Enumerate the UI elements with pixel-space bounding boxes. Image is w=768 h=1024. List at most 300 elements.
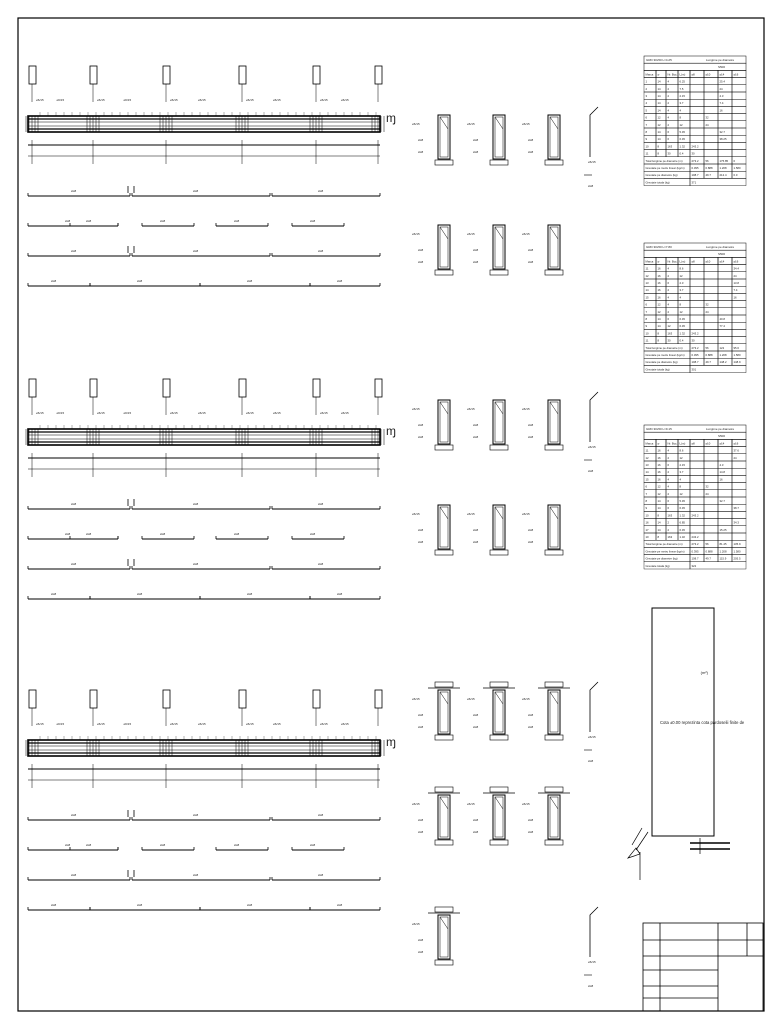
cell-text: 14 — [657, 520, 661, 525]
cell-text: 8 — [645, 317, 648, 321]
cell-text: 16 — [657, 448, 661, 453]
footer-value: 0.395 — [691, 353, 699, 357]
cell-text: 24 — [705, 309, 709, 314]
bar-tag: 2⌀8 — [473, 138, 479, 142]
bar-tag: 2⌀8 — [473, 830, 479, 834]
table-col-sub: S500 — [718, 65, 726, 70]
cell-text: 6 — [645, 115, 648, 120]
bar-tag: 2⌀8 — [51, 279, 57, 283]
cell-text: 5.45 — [679, 130, 685, 134]
header-text: ⌀16 — [733, 259, 739, 264]
header-text: Marca — [645, 259, 654, 264]
footer-value: 56 — [705, 542, 709, 547]
cell-text: 4 — [667, 448, 670, 453]
cell-text: 2 — [667, 94, 670, 98]
cell-text: 9 — [645, 324, 648, 329]
cell-text: 8 — [657, 144, 660, 149]
cell-text: 1.32 — [679, 331, 685, 336]
cell-text: 3.7 — [679, 288, 684, 293]
cell-text: 30 — [667, 338, 671, 343]
cell-text: 5 — [645, 108, 648, 113]
cell-text: 32.7 — [719, 499, 725, 503]
bar-tag: 2⌀8 — [318, 562, 324, 566]
bar-tag: 2⌀8 — [160, 219, 166, 223]
bar-tag: 2⌀8 — [528, 818, 534, 822]
cell-text: 38.25 — [719, 137, 727, 142]
footer-value: 273.2 — [691, 542, 699, 547]
footer-value: 115.9 — [719, 556, 727, 561]
cell-text: 3 — [645, 94, 648, 98]
cell-text: 2.15 — [679, 463, 685, 467]
cell-text: 40.8 — [719, 317, 725, 321]
footer-value: 273.2 — [691, 158, 699, 163]
cell-text: 4 — [645, 101, 648, 106]
stirrup-label: ⌀6/15 — [412, 922, 420, 926]
cell-text: 16 — [657, 477, 661, 482]
cell-text: 2 — [667, 491, 670, 496]
cell-text: 8 — [645, 499, 648, 503]
stirrup-label: ⌀6/15 — [412, 122, 420, 126]
bar-tag: 2⌀8 — [473, 528, 479, 532]
bar-tag: 2⌀8 — [473, 713, 479, 717]
bar-tag: 2⌀8 — [247, 903, 253, 907]
cell-text: 3.7 — [679, 470, 684, 475]
stirrup-label: ⌀6/15 — [522, 232, 530, 236]
bar-tag: 2⌀8 — [193, 813, 199, 817]
cell-text: 10 — [645, 331, 649, 336]
cell-text: 14 — [657, 317, 661, 321]
bar-tag: 2⌀8 — [528, 540, 534, 544]
cell-text: 2 — [667, 273, 670, 278]
table-title: GRD 30x50 L=9.15 — [646, 427, 672, 431]
bar-tag: 2⌀8 — [160, 843, 166, 847]
stirrup-label: ⌀6/15 — [588, 960, 596, 964]
stirrup-label: ⌀6/15 — [522, 512, 530, 516]
bar-tag: 2⌀8 — [160, 532, 166, 536]
header-text: Marca — [645, 72, 654, 77]
stirrup-label: ⌀6/15 — [412, 232, 420, 236]
cell-text: 4 — [679, 108, 682, 113]
beam-label: ɱ — [386, 735, 396, 749]
cell-text: 163 — [667, 144, 673, 149]
bar-tag: 2⌀8 — [418, 725, 424, 729]
footer-value: 0.395 — [691, 166, 699, 170]
beam-label: ɱ — [386, 111, 396, 125]
footer-value: 148.9 — [733, 360, 741, 365]
cell-text: 2 — [667, 288, 670, 293]
cell-text: 14 — [657, 324, 661, 329]
cell-text: 14 — [645, 288, 649, 293]
cell-text: 243.2 — [691, 513, 699, 518]
footer-value: 1.208 — [719, 549, 727, 554]
footer-value: 135.9 — [733, 542, 741, 547]
stirrup-label: ⌀6/15 — [273, 722, 281, 726]
bar-tag: 2⌀8 — [473, 540, 479, 544]
footer-label: Greutate pe diametre (kg) — [645, 360, 678, 365]
bar-tag: 2⌀8 — [234, 219, 240, 223]
cell-text: 6.45 — [679, 317, 685, 321]
bar-tag: 2⌀8 — [473, 818, 479, 822]
cell-text: 1.32 — [679, 513, 685, 518]
footer-value: 1.580 — [733, 549, 741, 554]
cell-text: 24 — [705, 491, 709, 496]
cell-text: 3.7 — [679, 101, 684, 106]
stirrup-label: ⌀6/15 — [97, 411, 105, 415]
cell-text: 6.45 — [679, 137, 685, 142]
header-text: ⌀16 — [733, 441, 739, 446]
stirrup-label: ⌀6/15 — [123, 722, 132, 726]
header-text: ⌀16 — [733, 72, 739, 77]
cell-text: 14 — [657, 94, 661, 98]
footer-value: 1.208 — [719, 353, 727, 357]
cell-text: 16 — [657, 295, 661, 300]
header-text: ⌀10 — [705, 259, 711, 264]
stirrup-label: ⌀6/15 — [467, 802, 475, 806]
table-col-sub: S500 — [718, 434, 726, 439]
cell-text: 2 — [667, 520, 670, 525]
footer-value: 205.5 — [733, 556, 741, 561]
cell-text: 7 — [645, 491, 648, 496]
bar-tag: 2⌀8 — [51, 903, 57, 907]
cell-text: 11 — [645, 266, 649, 271]
cell-text: 13.8 — [733, 281, 739, 285]
header-text: ⌀14 — [719, 441, 725, 446]
cell-text: 16 — [719, 477, 723, 482]
cell-text: 15 — [645, 295, 649, 300]
stirrup-label: ⌀6/15 — [412, 407, 420, 411]
cell-text: 16 — [657, 288, 661, 293]
stirrup-label: ⌀6/15 — [198, 722, 206, 726]
cell-text: 14 — [645, 470, 649, 475]
cell-text: 12 — [679, 455, 683, 460]
table-col-sub: S500 — [718, 252, 726, 257]
stirrup-label: ⌀6/15 — [246, 98, 254, 102]
cell-text: 16 — [657, 273, 661, 278]
header-text: ⌀14 — [719, 259, 725, 264]
stirrup-label: ⌀6/15 — [246, 411, 254, 415]
cell-text: 25.4 — [719, 79, 725, 84]
header-text: Nr. Buc. — [667, 441, 678, 446]
cell-text: 38.7 — [733, 506, 739, 511]
bar-tag: 2⌀8 — [473, 725, 479, 729]
table-title: GRD 30x50 L=4.25 — [646, 58, 672, 62]
stirrup-label: ⌀6/15 — [246, 722, 254, 726]
cell-text: 2 — [645, 86, 648, 91]
bar-tag: 2⌀8 — [318, 249, 324, 253]
bar-tag: 2⌀8 — [473, 150, 479, 154]
cell-text: 6 — [667, 281, 670, 285]
stirrup-label: ⌀6/15 — [56, 722, 65, 726]
cell-text: 16 — [657, 281, 661, 285]
footer-label: Greutate pe diametre (kg) — [645, 556, 678, 561]
stirrup-label: ⌀6/15 — [36, 98, 44, 102]
cell-text: 2.15 — [679, 94, 685, 98]
stirrup-label: ⌀6/15 — [320, 98, 328, 102]
cell-text: 37.6 — [733, 448, 739, 453]
stirrup-label: ⌀6/15 — [198, 98, 206, 102]
stirrup-label: ⌀6/15 — [198, 411, 206, 415]
cell-text: 12 — [645, 273, 649, 278]
bar-tag: 2⌀8 — [418, 713, 424, 717]
bar-tag: 2⌀8 — [65, 843, 71, 847]
bar-tag: 2⌀8 — [193, 873, 199, 877]
cell-text: 32 — [705, 302, 709, 307]
cell-text: 8 — [657, 331, 660, 336]
stirrup-label: ⌀6/15 — [522, 122, 530, 126]
cell-text: 34.4 — [733, 266, 739, 271]
bar-tag: 2⌀8 — [528, 423, 534, 427]
cell-text: 12 — [645, 455, 649, 460]
header-text: ⌀8 — [691, 72, 695, 77]
bar-tag: 2⌀8 — [528, 528, 534, 532]
stirrup-label: ⌀6/15 — [320, 722, 328, 726]
bar-tag: 2⌀8 — [418, 938, 424, 942]
cell-text: 243.2 — [691, 535, 699, 539]
bar-tag: 2⌀8 — [418, 818, 424, 822]
stirrup-label: ⌀6/15 — [273, 411, 281, 415]
cell-text: 2 — [667, 309, 670, 314]
cell-text: 16 — [657, 455, 661, 460]
cell-text: 12 — [657, 309, 661, 314]
cell-text: 8 — [657, 513, 660, 518]
cell-text: 9 — [645, 506, 648, 511]
bar-tag: 2⌀8 — [247, 592, 253, 596]
cell-text: 163 — [667, 331, 673, 336]
footer-label: Greutate pe metru linear (kg/m) — [645, 549, 685, 554]
bar-tag: 2⌀8 — [318, 813, 324, 817]
table-col-group: Lungime pe diametre — [706, 427, 735, 431]
stirrup-label: ⌀6/15 — [320, 411, 328, 415]
cell-text: 24 — [733, 273, 737, 278]
stirrup-label: ⌀6/15 — [341, 722, 349, 726]
footer-value: 301 — [691, 367, 697, 372]
stirrup-label: ⌀6/15 — [467, 697, 475, 701]
stirrup-label: ⌀6/15 — [588, 445, 596, 449]
cell-text: 14 — [657, 101, 661, 106]
cell-text: 14 — [657, 130, 661, 134]
stirrup-label: ⌀6/15 — [467, 122, 475, 126]
cell-text: 8 — [645, 130, 648, 134]
cell-text: 16 — [657, 266, 661, 271]
footer-value: 108.7 — [691, 360, 699, 365]
bar-tag: 2⌀8 — [528, 248, 534, 252]
bar-tag: 2⌀8 — [337, 592, 343, 596]
cell-text: 8 — [657, 151, 660, 156]
cell-text: 14.8 — [719, 470, 725, 475]
bar-tag: 2⌀8 — [65, 532, 71, 536]
footer-value: 175.85 — [719, 158, 729, 163]
cell-text: 4 — [667, 108, 670, 113]
bar-tag: 2⌀8 — [528, 150, 534, 154]
bar-tag: 2⌀8 — [418, 423, 424, 427]
cell-text: 4 — [679, 295, 682, 300]
bar-tag: 2⌀8 — [473, 248, 479, 252]
cell-text: 6 — [645, 484, 648, 489]
cell-text: 1.32 — [679, 144, 685, 149]
footer-value: 56 — [705, 158, 709, 163]
schedule-table-3 — [644, 425, 746, 569]
cell-text: 7 — [645, 122, 648, 127]
footer-label: Greutate totala (kg) — [645, 367, 670, 372]
cell-text: 4.3 — [719, 463, 724, 467]
cell-text: 6 — [667, 317, 670, 321]
cell-text: 7 — [645, 309, 648, 314]
stirrup-label: ⌀6/15 — [467, 512, 475, 516]
header-text: ⌀8 — [691, 441, 695, 446]
cell-text: 4.3 — [719, 94, 724, 98]
stirrup-label: ⌀6/15 — [170, 722, 178, 726]
bar-tag: 2⌀8 — [337, 903, 343, 907]
cell-text: 12 — [657, 122, 661, 127]
footer-value: 0.888 — [705, 353, 713, 357]
cell-text: 0.4 — [679, 151, 684, 156]
bar-tag: 2⌀8 — [418, 950, 424, 954]
bar-tag: 2⌀8 — [418, 138, 424, 142]
cell-text: 4 — [667, 115, 670, 120]
header-text: L(m) — [679, 72, 686, 77]
table-title: GRD 30x50 L=7.80 — [646, 245, 672, 249]
header-text: L(m) — [679, 441, 686, 446]
cell-text: 6 — [667, 506, 670, 511]
cell-text: 4 — [667, 295, 670, 300]
cell-text: 14 — [657, 108, 661, 113]
header-text: Nr. Buc. — [667, 72, 678, 77]
footer-value: 49.7 — [705, 556, 711, 561]
cell-text: 2 — [667, 527, 670, 532]
cell-text: 32 — [705, 115, 709, 120]
cell-text: 32.7 — [719, 130, 725, 134]
stirrup-label: ⌀6/15 — [56, 411, 65, 415]
cell-text: 6 — [667, 499, 670, 503]
footer-label: Greutate pe diametre (kg) — [645, 173, 678, 178]
cell-text: 4 — [667, 477, 670, 482]
bar-tag: 2⌀8 — [588, 184, 594, 188]
bar-tag: 2⌀8 — [528, 260, 534, 264]
cell-text: 15 — [645, 477, 649, 482]
cell-text: 8.6 — [679, 266, 684, 271]
bar-tag: 2⌀8 — [310, 843, 316, 847]
cell-text: 14 — [657, 86, 661, 91]
bar-tag: 2⌀8 — [528, 713, 534, 717]
cell-text: 0.4 — [679, 338, 684, 343]
cell-text: 77.4 — [719, 324, 725, 329]
bar-tag: 2⌀8 — [528, 435, 534, 439]
bar-tag: 2⌀8 — [418, 435, 424, 439]
stirrup-label: ⌀6/15 — [588, 160, 596, 164]
footer-value: 371 — [691, 180, 697, 185]
stirrup-label: ⌀6/15 — [341, 98, 349, 102]
header-text: ⌀10 — [705, 441, 711, 446]
footer-value: 0.888 — [705, 549, 713, 554]
bar-tag: 2⌀8 — [418, 830, 424, 834]
header-text: ⌀ — [657, 441, 660, 446]
bar-tag: 2⌀8 — [247, 279, 253, 283]
cell-text: 11 — [645, 338, 649, 343]
stirrup-label: ⌀6/15 — [56, 98, 65, 102]
bar-tag: 2⌀8 — [234, 843, 240, 847]
bar-tag: 2⌀8 — [528, 138, 534, 142]
cell-text: 7.5 — [679, 86, 684, 91]
cell-text: 24 — [733, 455, 737, 460]
cell-text: 6.25 — [679, 79, 685, 84]
stirrup-label: ⌀6/15 — [97, 722, 105, 726]
cell-text: 12 — [657, 484, 661, 489]
cell-text: 4 — [667, 484, 670, 489]
cell-text: 16 — [645, 520, 649, 525]
footer-value: 49.7 — [705, 173, 711, 178]
footer-label: Total lungime pe diametre (m) — [645, 158, 683, 163]
bar-tag: 2⌀8 — [86, 532, 92, 536]
cell-text: 30 — [691, 338, 695, 343]
cell-text: 14 — [657, 499, 661, 503]
cell-text: 243.2 — [691, 331, 699, 336]
cell-text: 13 — [645, 281, 649, 285]
footer-value: 0.395 — [691, 549, 699, 554]
cell-text: 8 — [657, 535, 660, 539]
cell-text: 5.45 — [679, 499, 685, 503]
cell-text: 11 — [645, 448, 649, 453]
bar-tag: 2⌀8 — [137, 279, 143, 283]
cell-text: 12 — [679, 491, 683, 496]
stirrup-label: ⌀6/15 — [341, 411, 349, 415]
cell-text: 16 — [657, 470, 661, 475]
bar-tag: 2⌀8 — [71, 562, 77, 566]
footer-value: 1.580 — [733, 353, 741, 357]
header-text: Nr. Buc. — [667, 259, 678, 264]
cell-text: 163 — [667, 535, 673, 539]
footer-value: 0 — [733, 158, 736, 163]
table-col-group: Lungime pe diametre — [706, 58, 735, 62]
header-text: ⌀10 — [705, 72, 711, 77]
cell-text: 16 — [657, 463, 661, 467]
cell-text: 4 — [667, 302, 670, 307]
footer-label: Total lungime pe diametre (m) — [645, 542, 683, 547]
cell-text: 14 — [657, 506, 661, 511]
cell-text: 12 — [679, 273, 683, 278]
bar-tag: 2⌀8 — [318, 189, 324, 193]
bar-tag: 2⌀8 — [318, 873, 324, 877]
cell-text: 4 — [679, 477, 682, 482]
cell-text: 12 — [657, 115, 661, 120]
bar-tag: 2⌀8 — [193, 562, 199, 566]
cell-text: 4 — [667, 79, 670, 84]
cell-text: 14 — [657, 527, 661, 532]
bar-tag: 2⌀8 — [137, 903, 143, 907]
cell-text: 6.85 — [679, 520, 685, 525]
table-col-group: Lungime pe diametre — [706, 245, 735, 249]
cell-text: 7.4 — [733, 288, 738, 293]
stirrup-label: ⌀6/15 — [412, 697, 420, 701]
cell-text: 17 — [645, 527, 649, 532]
bar-tag: 2⌀8 — [86, 219, 92, 223]
cell-text: 2 — [667, 455, 670, 460]
cell-text: 24 — [705, 122, 709, 127]
bar-tag: 2⌀8 — [418, 150, 424, 154]
stirrup-label: ⌀6/15 — [36, 411, 44, 415]
cell-text: 8 — [679, 115, 682, 120]
footer-label: Greutate pe metru linear (kg/m) — [645, 166, 685, 170]
footer-label: Greutate totala (kg) — [645, 180, 670, 185]
bar-tag: 2⌀8 — [418, 540, 424, 544]
cell-text: 12 — [679, 122, 683, 127]
footer-label: Total lungime pe diametre (m) — [645, 345, 683, 350]
footer-value: 273.2 — [691, 345, 699, 350]
footer-value: 56 — [705, 345, 709, 350]
bar-tag: 2⌀8 — [528, 830, 534, 834]
bar-tag: 2⌀8 — [318, 502, 324, 506]
bar-tag: 2⌀8 — [473, 423, 479, 427]
cell-text: 6.45 — [679, 324, 685, 329]
